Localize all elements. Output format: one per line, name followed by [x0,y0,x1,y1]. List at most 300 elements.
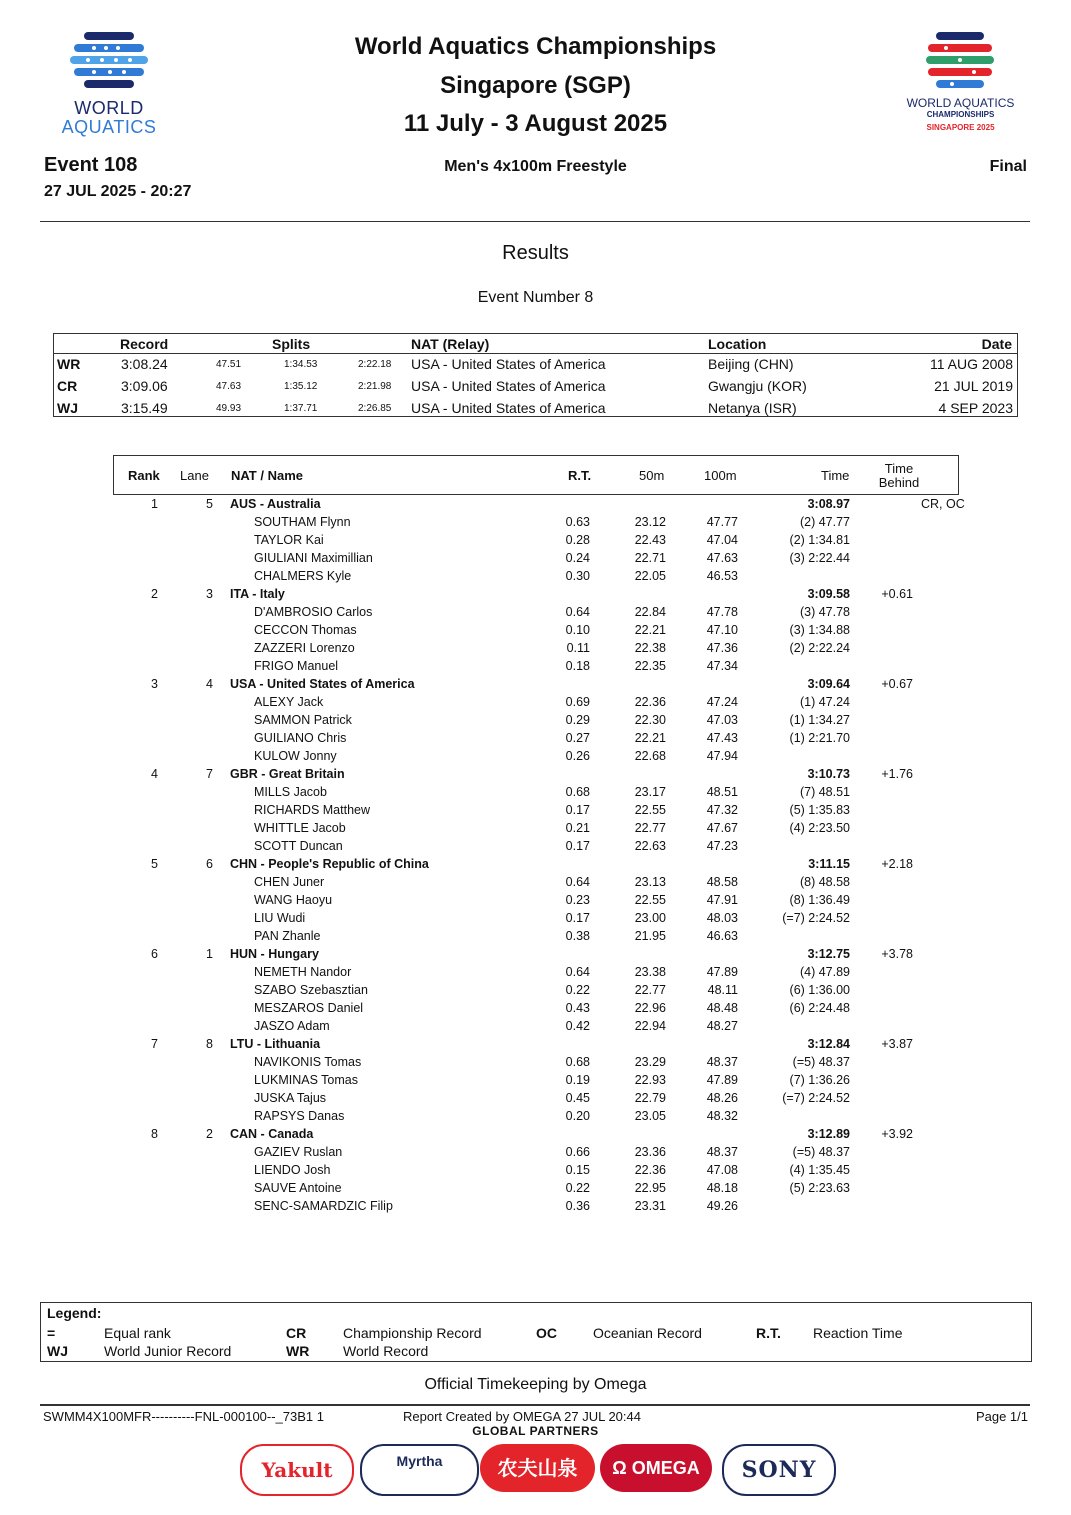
header-divider [40,221,1030,222]
swimmer-row [0,748,1071,766]
team-time-behind: +2.18 [881,857,913,871]
team-rank: 3 [151,677,158,691]
swimmer-split-50: 22.84 [634,605,666,619]
swimmer-split-50: 22.30 [634,713,666,727]
team-time: 3:09.64 [807,677,850,691]
team-row [0,856,1071,874]
swimmer-row [0,1072,1071,1090]
sponsor-sony: SONY [722,1444,836,1496]
team-lane: 1 [206,947,213,961]
swimmer-cumulative: (=5) 48.37 [792,1145,850,1159]
page-number: Page 1/1 [975,1409,1028,1424]
team-name: AUS - Australia [230,497,321,511]
swimmer-row [0,658,1071,676]
swimmer-name: NAVIKONIS Tomas [254,1055,362,1069]
legend-desc-oc: Oceanian Record [593,1325,702,1341]
swimmer-split-100: 48.32 [706,1109,738,1123]
team-name: CHN - People's Republic of China [230,857,429,871]
legend-desc-wr: World Record [343,1343,429,1359]
swimmer-cumulative: (=5) 48.37 [792,1055,850,1069]
swimmer-split-50: 23.00 [634,911,666,925]
swimmer-name: JUSKA Tajus [254,1091,327,1105]
team-time: 3:09.58 [807,587,850,601]
swimmer-row [0,1162,1071,1180]
logo-word-championships: CHAMPIONSHIPS [926,110,995,119]
swimmer-cumulative: (2) 47.77 [799,515,850,529]
logo-word-world: WORLD [74,98,144,118]
swimmer-cumulative: (2) 1:34.81 [789,533,850,547]
swimmer-name: SZABO Szebasztian [254,983,368,997]
swimmer-name: CHEN Juner [254,875,325,889]
swimmer-row [0,604,1071,622]
team-lane: 6 [206,857,213,871]
record-split-100: 1:34.53 [284,359,318,370]
swimmer-split-100: 48.27 [706,1019,738,1033]
team-time-behind: +1.76 [881,767,913,781]
swimmer-name: SAMMON Patrick [254,713,352,727]
records-header-record: Record [120,336,169,352]
legend-key-equal: = [47,1325,56,1341]
swimmer-row [0,514,1071,532]
swimmer-reaction-time: 0.64 [565,605,590,619]
swimmer-cumulative: (1) 1:34.27 [789,713,850,727]
swimmer-row [0,694,1071,712]
team-time: 3:10.73 [807,767,850,781]
team-lane: 3 [206,587,213,601]
swimmer-name: GUILIANO Chris [254,731,347,745]
record-split-50: 47.63 [216,381,242,392]
swimmer-split-100: 47.78 [706,605,738,619]
team-row [0,766,1071,784]
swimmer-split-100: 47.89 [706,965,738,979]
swimmer-row [0,730,1071,748]
team-record-flags: CR, OC [921,497,965,511]
team-time-behind: +3.87 [881,1037,913,1051]
swimmer-split-100: 49.26 [706,1199,738,1213]
col-rank: Rank [128,468,160,483]
swimmer-split-100: 46.63 [706,929,738,943]
team-row [0,1036,1071,1054]
partners-title: GLOBAL PARTNERS [472,1424,599,1438]
swimmer-cumulative: (=7) 2:24.52 [782,911,850,925]
swimmer-reaction-time: 0.17 [565,911,590,925]
record-time: 3:15.49 [121,400,168,416]
team-name: LTU - Lithuania [230,1037,321,1051]
swimmer-split-50: 22.68 [634,749,666,763]
swimmer-row [0,910,1071,928]
record-location: Beijing (CHN) [708,356,794,372]
legend-key-wj: WJ [47,1343,68,1359]
swimmer-name: SAUVE Antoine [254,1181,342,1195]
swimmer-split-50: 22.05 [634,569,666,583]
swimmer-name: CHALMERS Kyle [254,569,352,583]
swimmer-reaction-time: 0.10 [565,623,590,637]
team-name: USA - United States of America [230,677,415,691]
team-time: 3:08.97 [807,497,850,511]
swimmer-row [0,802,1071,820]
record-nat: USA - United States of America [411,378,606,394]
swimmer-name: CECCON Thomas [254,623,357,637]
swimmer-reaction-time: 0.68 [565,1055,590,1069]
swimmer-row [0,982,1071,1000]
swimmer-cumulative: (3) 47.78 [799,605,850,619]
swimmer-reaction-time: 0.11 [566,641,590,655]
team-rank: 6 [151,947,158,961]
swimmer-split-50: 22.36 [634,695,666,709]
championships-logo [888,28,1033,138]
record-code: WR [57,356,81,372]
record-split-100: 1:35.12 [284,381,318,392]
swimmer-name: RICHARDS Matthew [254,803,370,817]
team-rank: 8 [151,1127,158,1141]
team-lane: 4 [206,677,213,691]
records-header-location: Location [708,336,767,352]
swimmer-row [0,1090,1071,1108]
record-split-50: 47.51 [216,359,242,370]
swimmer-reaction-time: 0.66 [565,1145,590,1159]
team-time-behind: +3.78 [881,947,913,961]
swimmer-name: LIU Wudi [254,911,306,925]
team-rank: 5 [151,857,158,871]
swimmer-reaction-time: 0.21 [565,821,590,835]
swimmer-split-100: 47.89 [706,1073,738,1087]
swimmer-split-50: 23.13 [634,875,666,889]
swimmer-cumulative: (6) 1:36.00 [789,983,850,997]
event-label: Event 108 [44,154,138,176]
swimmer-row [0,568,1071,586]
swimmer-cumulative: (7) 1:36.26 [789,1073,850,1087]
swimmer-split-50: 22.21 [634,623,666,637]
swimmer-split-100: 47.23 [706,839,738,853]
swimmer-cumulative: (=7) 2:24.52 [782,1091,850,1105]
logo-word-singapore: SINGAPORE 2025 [926,123,995,132]
swimmer-reaction-time: 0.43 [565,1001,590,1015]
swimmer-name: LIENDO Josh [254,1163,331,1177]
legend-key-wr: WR [286,1343,310,1359]
team-row [0,586,1071,604]
swimmer-split-100: 48.58 [706,875,738,889]
col-time-behind-2: Behind [878,475,920,490]
swimmer-name: WHITTLE Jacob [254,821,346,835]
swimmer-split-100: 47.34 [706,659,738,673]
records-header-date: Date [981,336,1012,352]
swimmer-name: MILLS Jacob [254,785,327,799]
swimmer-reaction-time: 0.68 [565,785,590,799]
team-rank: 2 [151,587,158,601]
swimmer-name: GIULIANI Maximillian [254,551,373,565]
championship-location: Singapore (SGP) [440,72,631,99]
record-row [54,376,1017,398]
swimmer-split-100: 46.53 [706,569,738,583]
swimmer-row [0,820,1071,838]
swimmer-row [0,838,1071,856]
swimmer-split-100: 48.37 [706,1055,738,1069]
swimmer-row [0,622,1071,640]
swimmer-row [0,532,1071,550]
record-time: 3:08.24 [121,356,168,372]
timekeeping-note: Official Timekeeping by Omega [424,1376,647,1393]
swimmer-cumulative: (3) 1:34.88 [789,623,850,637]
swimmer-split-50: 22.71 [634,551,666,565]
record-code: CR [57,378,78,394]
swimmer-split-100: 48.03 [706,911,738,925]
record-location: Netanya (ISR) [708,400,797,416]
team-name: GBR - Great Britain [230,767,345,781]
swimmer-reaction-time: 0.45 [565,1091,590,1105]
swimmer-split-50: 22.38 [634,641,666,655]
team-lane: 8 [206,1037,213,1051]
legend-desc-equal: Equal rank [104,1325,171,1341]
swimmer-reaction-time: 0.64 [565,965,590,979]
team-row [0,946,1071,964]
records-header-splits: Splits [272,336,311,352]
legend-title: Legend: [47,1305,102,1321]
legend-box [40,1302,1032,1362]
swimmer-split-50: 22.93 [634,1073,666,1087]
event-datetime: 27 JUL 2025 - 20:27 [44,183,192,200]
col-50m: 50m [639,468,665,483]
sponsor-myrtha: Myrtha [360,1444,479,1496]
swimmer-split-100: 47.67 [706,821,738,835]
record-date: 11 AUG 2008 [929,356,1013,372]
swimmer-split-50: 22.94 [634,1019,666,1033]
swimmer-split-50: 23.05 [634,1109,666,1123]
swimmer-name: RAPSYS Danas [254,1109,345,1123]
swimmer-name: GAZIEV Ruslan [254,1145,343,1159]
team-time-behind: +0.61 [881,587,913,601]
legend-desc-cr: Championship Record [343,1325,482,1341]
championship-dates: 11 July - 3 August 2025 [403,110,668,137]
swimmer-reaction-time: 0.64 [565,875,590,889]
swimmer-row [0,1144,1071,1162]
swimmer-cumulative: (8) 48.58 [799,875,850,889]
swimmer-reaction-time: 0.30 [565,569,590,583]
legend-key-oc: OC [536,1325,557,1341]
swimmer-split-100: 48.48 [706,1001,738,1015]
swimmer-cumulative: (7) 48.51 [799,785,850,799]
swimmer-split-100: 47.91 [706,893,738,907]
swimmer-reaction-time: 0.15 [565,1163,590,1177]
sponsor-strip [0,1440,1071,1500]
team-lane: 5 [206,497,213,511]
record-split-150: 2:26.85 [358,403,392,414]
team-row [0,676,1071,694]
swimmer-cumulative: (8) 1:36.49 [789,893,850,907]
swimmer-name: ZAZZERI Lorenzo [254,641,355,655]
team-time: 3:12.75 [807,947,850,961]
record-code: WJ [57,400,78,416]
swimmer-name: SENC-SAMARDZIC Filip [254,1199,393,1213]
col-100m: 100m [704,468,737,483]
team-time-behind: +0.67 [881,677,913,691]
results-title: Results [502,242,569,264]
swimmer-row [0,1018,1071,1036]
team-rank: 4 [151,767,158,781]
swimmer-split-100: 48.11 [707,983,738,997]
swimmer-split-50: 22.77 [634,983,666,997]
swimmer-split-50: 22.55 [634,803,666,817]
team-row [0,496,1071,514]
col-lane: Lane [180,468,209,483]
swimmer-reaction-time: 0.23 [565,893,590,907]
swimmer-split-50: 21.95 [634,929,666,943]
team-name: HUN - Hungary [230,947,319,961]
swimmer-split-50: 22.43 [634,533,666,547]
col-name: NAT / Name [231,468,303,483]
swimmer-split-50: 22.63 [634,839,666,853]
swimmer-split-50: 23.12 [634,515,666,529]
swimmer-split-100: 48.37 [706,1145,738,1159]
swimmer-split-50: 23.29 [634,1055,666,1069]
sponsor-omega: Ω OMEGA [600,1444,712,1492]
swimmer-cumulative: (3) 2:22.44 [789,551,850,565]
swimmer-split-50: 22.55 [634,893,666,907]
swimmer-name: MESZAROS Daniel [254,1001,364,1015]
swimmer-cumulative: (5) 2:23.63 [789,1181,850,1195]
swimmer-reaction-time: 0.29 [565,713,590,727]
swimmer-reaction-time: 0.63 [565,515,590,529]
championship-mark-icon [888,28,1033,92]
swimmer-name: ALEXY Jack [254,695,324,709]
team-lane: 2 [206,1127,213,1141]
event-phase: Final [989,158,1027,175]
swimmer-split-50: 22.96 [634,1001,666,1015]
event-name: Men's 4x100m Freestyle [444,158,627,175]
col-time: Time [821,468,850,483]
swimmer-reaction-time: 0.24 [565,551,590,565]
swimmer-reaction-time: 0.27 [565,731,590,745]
swimmer-split-100: 47.32 [706,803,738,817]
swimmer-cumulative: (4) 47.89 [799,965,850,979]
swimmer-reaction-time: 0.38 [565,929,590,943]
swimmer-split-100: 47.94 [706,749,738,763]
sponsor-yakult: Yakult [240,1444,354,1496]
sponsor-nongfu: 农夫山泉 [480,1444,595,1492]
swimmer-name: SCOTT Duncan [254,839,343,853]
team-name: ITA - Italy [230,587,285,601]
swimmer-split-50: 22.35 [634,659,666,673]
swimmer-row [0,964,1071,982]
swimmer-row [0,1180,1071,1198]
swimmer-name: PAN Zhanle [254,929,321,943]
swimmer-name: NEMETH Nandor [254,965,352,979]
legend-key-rt: R.T. [756,1325,781,1341]
swimmer-name: KULOW Jonny [254,749,337,763]
swimmer-row [0,640,1071,658]
swimmer-split-100: 47.77 [706,515,738,529]
swimmer-split-50: 22.95 [634,1181,666,1195]
team-rank: 1 [151,497,158,511]
swimmer-split-100: 48.18 [706,1181,738,1195]
record-time: 3:09.06 [121,378,168,394]
team-time: 3:11.15 [808,857,850,871]
event-number: Event Number 8 [477,289,594,306]
swimmer-reaction-time: 0.26 [565,749,590,763]
swimmer-row [0,784,1071,802]
swimmer-split-100: 47.43 [706,731,738,745]
record-split-100: 1:37.71 [284,403,318,414]
legend-key-cr: CR [286,1325,307,1341]
swimmer-split-50: 23.17 [634,785,666,799]
swimmer-cumulative: (6) 2:24.48 [789,1001,850,1015]
record-split-150: 2:22.18 [358,359,392,370]
record-location: Gwangju (KOR) [708,378,807,394]
team-rank: 7 [151,1037,158,1051]
records-header-nat: NAT (Relay) [411,336,490,352]
championship-title: World Aquatics Championships [354,33,717,60]
swimmer-reaction-time: 0.19 [565,1073,590,1087]
swimmer-split-100: 47.08 [706,1163,738,1177]
team-time: 3:12.89 [807,1127,850,1141]
swimmer-row [0,1000,1071,1018]
records-table [53,333,1018,417]
swimmer-name: D'AMBROSIO Carlos [254,605,373,619]
swimmer-row [0,1198,1071,1216]
swimmer-reaction-time: 0.20 [565,1109,590,1123]
team-lane: 7 [206,767,213,781]
record-date: 21 JUL 2019 [934,378,1013,394]
swimmer-reaction-time: 0.22 [565,1181,590,1195]
swimmer-reaction-time: 0.22 [565,983,590,997]
swimmer-row [0,892,1071,910]
swimmer-split-100: 47.04 [706,533,738,547]
swimmer-split-50: 22.77 [634,821,666,835]
swimmer-row [0,1108,1071,1126]
team-time: 3:12.84 [807,1037,850,1051]
swimmer-split-100: 48.26 [706,1091,738,1105]
record-row [54,398,1017,420]
swimmer-name: LUKMINAS Tomas [254,1073,358,1087]
swimmer-row [0,928,1071,946]
swimmer-reaction-time: 0.42 [565,1019,590,1033]
team-name: CAN - Canada [230,1127,314,1141]
swimmer-cumulative: (5) 1:35.83 [789,803,850,817]
legend-desc-wj: World Junior Record [104,1343,232,1359]
swimmer-reaction-time: 0.18 [565,659,590,673]
team-row [0,1126,1071,1144]
swimmer-cumulative: (4) 2:23.50 [789,821,850,835]
swimmer-split-100: 47.63 [706,551,738,565]
swimmer-row [0,712,1071,730]
swimmer-split-100: 47.24 [706,695,738,709]
swimmer-split-50: 22.21 [634,731,666,745]
record-row [54,354,1017,376]
record-split-50: 49.93 [216,403,242,414]
swimmer-reaction-time: 0.36 [565,1199,590,1213]
report-created: Report Created by OMEGA 27 JUL 20:44 [403,1409,641,1424]
swimmer-split-100: 48.51 [706,785,738,799]
swimmer-cumulative: (1) 2:21.70 [789,731,850,745]
footer-divider [40,1404,1030,1406]
swimmer-name: JASZO Adam [254,1019,330,1033]
swimmer-row [0,874,1071,892]
swimmer-cumulative: (4) 1:35.45 [789,1163,850,1177]
swimmer-name: SOUTHAM Flynn [254,515,351,529]
swimmer-row [0,550,1071,568]
swimmer-split-100: 47.36 [706,641,738,655]
swimmer-split-100: 47.10 [706,623,738,637]
swimmer-split-50: 23.36 [634,1145,666,1159]
report-code: SWMM4X100MFR----------FNL-000100--_73B1 1 [43,1409,324,1424]
swimmer-name: WANG Haoyu [254,893,333,907]
swimmer-split-50: 23.38 [634,965,666,979]
record-date: 4 SEP 2023 [938,400,1013,416]
logo-word-world-aquatics: WORLD AQUATICS [906,96,1015,110]
record-split-150: 2:21.98 [358,381,392,392]
swimmer-cumulative: (2) 2:22.24 [789,641,850,655]
swimmer-split-50: 22.36 [634,1163,666,1177]
swimmer-split-50: 22.79 [634,1091,666,1105]
